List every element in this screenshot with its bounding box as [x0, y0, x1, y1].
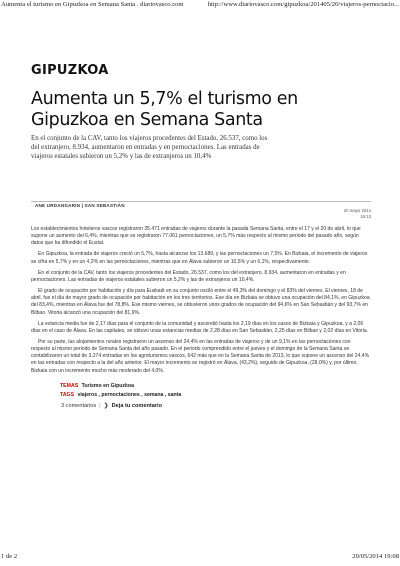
article-meta [60, 382, 360, 399]
paragraph: El grado de ocupación por habitación y día para Euskadi en su conjunto osciló entre el 49,3% del domingo y el 83% del viernes. El viernes, 18 de abril, fue el día de mayor grado de ocupación por habitación en los tres territorios. Ese día en Bizkaia se obtuvo una ocupación del 84,1%, en Gipuzkoa del 83,4%, mientras en Álava fue del 78,8%. Ese mismo viernes, se obtuvieron unos grados de ocupación del 94,6% en San Sebastián y del 93,7% en Bilbao. Vitoria alcanzó una ocupación del 81,9%. [31, 288, 370, 316]
leave-comment-link[interactable]: Deja tu comentario [111, 402, 162, 409]
tags-label: TAGS [60, 391, 75, 398]
publish-time: 16:13 [360, 213, 371, 219]
section-title[interactable]: GIPUZKOA [31, 63, 109, 78]
tags-row [60, 391, 360, 400]
paragraph: En el conjunto de la CAV, tanto los viajeros procedentes del Estado, 26.537, como los del extranjero, 8.934, aumentaron en entradas y en pernoctaciones. Las entradas de viajeros estatales subieron un 5,2% y las de extranjeros un 10,4%. [31, 269, 346, 283]
tags-links[interactable]: viajeros , pernoctaciones , semana , santa [77, 391, 182, 398]
arrow-right-icon: ❯ [103, 403, 109, 409]
print-timestamp: 20/05/2014 19:08 [352, 553, 399, 560]
paragraph: En Gipuzkoa, la entrada de viajeros creció un 5,7%, hasta alcanzar los 13.689, y las pernoctaciones un 7,5%. En Bizkaia, el incremento de viajeros se cifra en 5,7% y en un 4,2% en las pernoctaciones, mientras que en Álava subieron un 10,5% y un 6,1%, respectivamente. [31, 251, 368, 265]
publish-date: 20 mayo 2014 [343, 208, 371, 213]
paragraph: Por su parte, las alojamientos rurales registraron un ascenso del 24,4% en las entradas de viajeros y de un 9,1% en las pernoctaciones con respecto al mismo periodo de Semana Santa del año pasado. En el periodo comprendido entre el jueves y el domingo de la Semana Santa se contabilizaron un total de 3.274 entradas en los agroturismos vascos, 642 más que en la Semana Santa de 2013, lo que supone un ascenso del 24,4% en las entradas con respecto a la del año anterior. El mayor incremento se registró en Álava, (43,2%), seguido de Gipuzkoa, (28,0%) y, por último, Bizkaia con un incremento mucho más moderado del 4,0%. [31, 339, 370, 374]
temas-label: TEMAS [60, 383, 79, 389]
byline: ANE URDANGARIN | SAN SEBASTIÁN [35, 203, 125, 208]
byline-divider [31, 201, 371, 202]
subtitle: En el conjunto de la CAV, tanto los viajeros procedentes del Estado, 26.537, como los del extranjero, 8.934, aumentaron en entradas y en pernoctaciones. Las entradas de viajeros estatales subieron un 5,2% y las de extranjeros un 10,4% [31, 135, 268, 161]
paragraph: Los establecimientos hoteleros vascos registraron 35.471 entradas de viajeros durante la pasada Semana Santa, entre el 17 y el 20 de abril, lo que supone un aumento del 6,4%, mientras que se registraron 77.061 pernoctaciones, un 5,7% más respecto al mismo periodo del pasado año, según datos que ha difundido el Eustat. [31, 226, 361, 247]
comments-bar [61, 402, 162, 409]
print-header [0, 1, 400, 11]
print-header-url: http://www.diariovasco.com/gipuzkoa/201405/20/viajeros-pernoctacio... [207, 1, 399, 8]
temas-link[interactable]: Turismo en Gipuzkoa [81, 383, 134, 389]
print-header-title: Aumenta el turismo en Gipuzkoa en Semana Santa . diariovasco.com [1, 1, 184, 8]
article-body [31, 226, 371, 379]
comments-count-link[interactable]: 3 comentarios [61, 402, 97, 409]
paragraph: La estancia media fue de 2,17 días para el conjunto de la comunidad y ascendió hasta los 2,19 días en los casos de Bizkaia y Gipuzkoa, y a 2,06 días en el caso de Álava. En las capitales, se obtuvo unas estancias medias de 2,28 días en San Sebastián, 2,25 días en Bilbao y 2,02 días en Vitoria. [31, 320, 369, 334]
headline: Aumenta un 5,7% el turismo en Gipuzkoa en Semana Santa [31, 89, 298, 130]
page-counter: 1 de 2 [1, 553, 18, 560]
temas-row [60, 382, 360, 391]
comments-separator: | [99, 402, 101, 409]
dateline [344, 208, 371, 219]
print-footer [0, 553, 400, 563]
